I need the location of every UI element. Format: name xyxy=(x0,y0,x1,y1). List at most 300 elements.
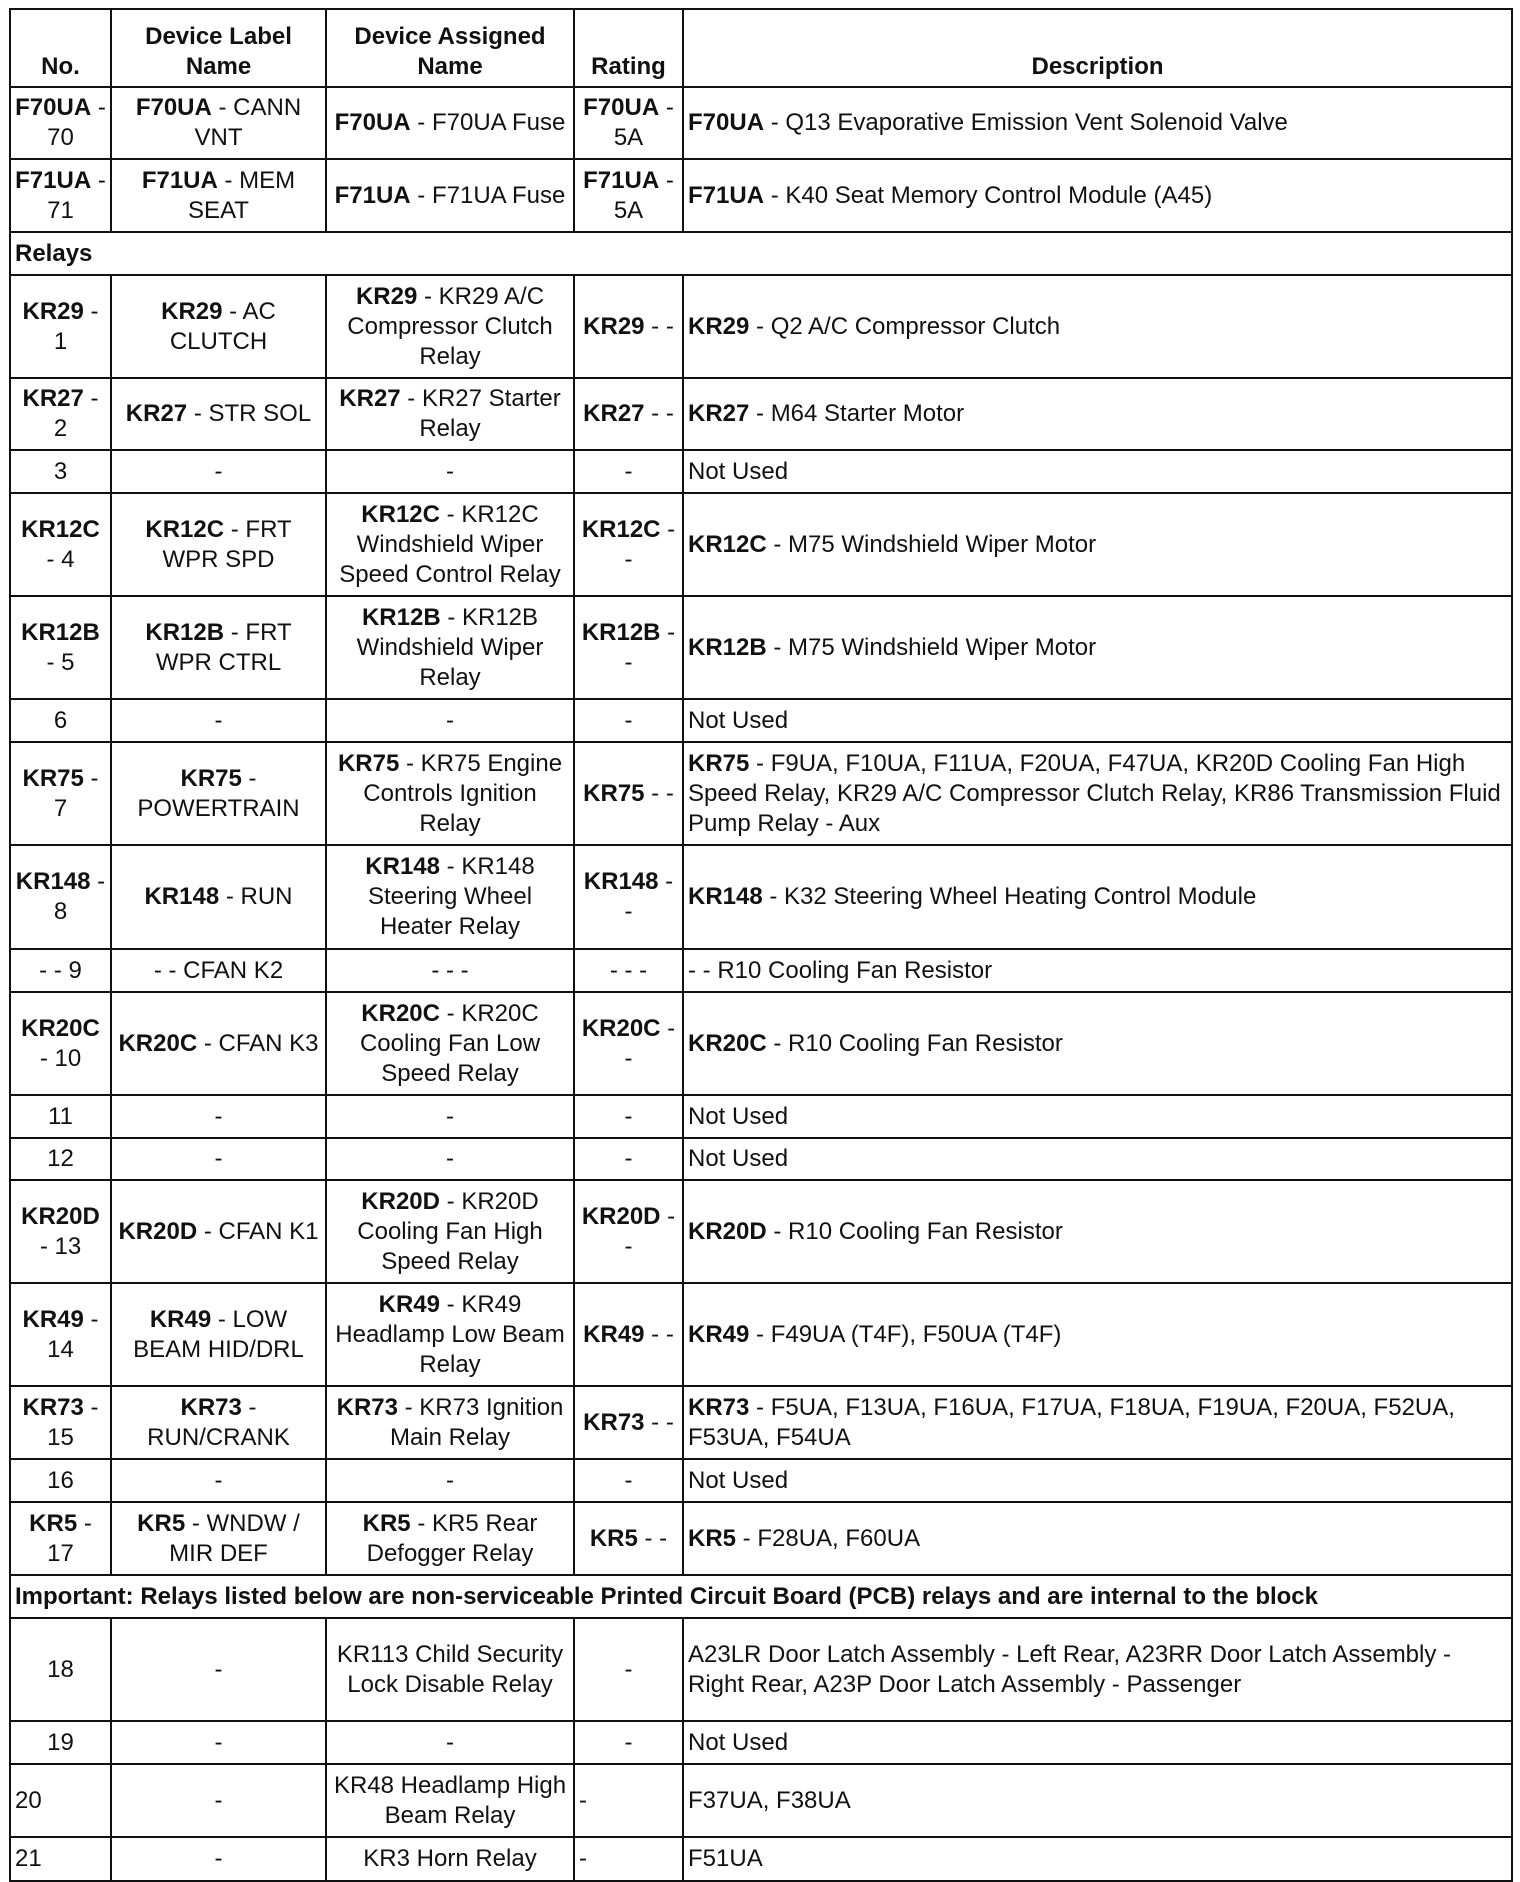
cell-device-assigned-text: - KR20D Cooling Fan High Speed Relay xyxy=(357,1187,543,1275)
cell-device-assigned xyxy=(326,1502,574,1575)
cell-device-assigned xyxy=(326,1180,574,1283)
cell-rating-code: F71UA xyxy=(583,166,660,194)
cell-description xyxy=(683,1386,1512,1459)
cell-rating xyxy=(574,742,683,845)
cell-device-label xyxy=(111,378,326,450)
cell-description xyxy=(683,845,1512,949)
cell-description xyxy=(683,1283,1512,1386)
cell-description xyxy=(683,596,1512,699)
cell-device-assigned-text: - xyxy=(446,1102,454,1130)
cell-description xyxy=(683,1138,1512,1180)
cell-no xyxy=(10,1095,111,1138)
cell-device-label xyxy=(111,275,326,378)
cell-rating xyxy=(574,992,683,1095)
cell-description-code: KR27 xyxy=(688,400,750,427)
cell-device-label-code: KR148 xyxy=(144,883,220,910)
fuse-relay-table xyxy=(9,8,1513,1882)
cell-rating: - xyxy=(574,1721,683,1764)
cell-no-text: - 71 xyxy=(47,166,106,224)
table-body xyxy=(10,87,1512,1881)
cell-rating: - xyxy=(574,1837,683,1881)
cell-no-text: 6 xyxy=(53,706,68,734)
cell-description-text: - K32 Steering Wheel Heating Control Module xyxy=(762,883,1257,910)
cell-device-label: - xyxy=(111,1721,326,1764)
cell-device-assigned xyxy=(326,1283,574,1386)
cell-device-label-text: - xyxy=(214,1102,223,1130)
table-row xyxy=(10,1095,1512,1138)
cell-rating-code: KR5 xyxy=(589,1524,638,1552)
cell-device-label-text: - LOW BEAM HID/DRL xyxy=(133,1305,304,1363)
cell-description: F37UA, F38UA xyxy=(683,1764,1512,1837)
table-row xyxy=(10,992,1512,1095)
cell-no xyxy=(10,1283,111,1386)
cell-device-label-text: - AC CLUTCH xyxy=(169,297,276,355)
cell-no xyxy=(10,1459,111,1502)
cell-description-text: - F28UA, F60UA xyxy=(736,1524,921,1552)
cell-rating-text: - xyxy=(624,706,633,734)
section-important: Important: Relays listed below are non-serviceable Printed Circuit Board (PCB) relays and are internal to the block xyxy=(10,1575,1512,1618)
cell-device-assigned-text: - F70UA Fuse xyxy=(410,109,566,136)
cell-device-label-code: KR29 xyxy=(161,297,223,325)
cell-description xyxy=(683,1459,1512,1502)
cell-device-label xyxy=(111,1502,326,1575)
cell-device-label-text: - xyxy=(214,1145,223,1172)
header-device-assigned-name: Device Assigned Name xyxy=(326,9,574,87)
cell-no: 21 xyxy=(10,1837,111,1881)
cell-device-assigned xyxy=(326,87,574,159)
cell-device-assigned-text: - xyxy=(446,457,454,485)
cell-rating-code: KR148 xyxy=(583,868,659,895)
cell-no-text: - 7 xyxy=(53,764,99,822)
table-row xyxy=(10,493,1512,596)
cell-description-code: KR12B xyxy=(688,633,767,661)
cell-device-label xyxy=(111,992,326,1095)
cell-device-assigned xyxy=(326,992,574,1095)
cell-description-code: KR12C xyxy=(688,530,767,558)
cell-no: 19 xyxy=(10,1721,111,1764)
cell-no-text: - 10 xyxy=(39,1044,82,1072)
cell-rating xyxy=(574,493,683,596)
cell-description xyxy=(683,159,1512,232)
cell-device-label xyxy=(111,742,326,845)
header-description: Description xyxy=(683,9,1512,87)
cell-device-assigned-code: F70UA xyxy=(334,109,411,136)
cell-device-assigned-text: - KR5 Rear Defogger Relay xyxy=(366,1509,538,1567)
cell-device-label xyxy=(111,949,326,992)
cell-device-assigned-code: KR27 xyxy=(339,385,401,412)
cell-device-assigned-code: KR29 xyxy=(355,282,418,310)
cell-device-assigned-text: - xyxy=(446,706,454,734)
table-row xyxy=(10,1764,1512,1837)
cell-device-assigned-code: KR20D xyxy=(361,1187,440,1215)
cell-no-code: KR75 xyxy=(22,764,84,792)
cell-description-code: KR75 xyxy=(688,749,750,777)
cell-rating-code: KR12B xyxy=(581,618,661,646)
cell-device-assigned xyxy=(326,159,574,232)
cell-no-text: - 5 xyxy=(46,648,75,676)
cell-rating-code: KR20D xyxy=(581,1202,661,1230)
cell-rating-text: - - - xyxy=(609,956,648,984)
cell-device-label-text: - CFAN K3 xyxy=(197,1029,319,1057)
cell-device-label xyxy=(111,159,326,232)
cell-device-assigned-code: KR5 xyxy=(362,1509,411,1537)
cell-description xyxy=(683,1502,1512,1575)
cell-device-assigned: KR113 Child Security Lock Disable Relay xyxy=(326,1618,574,1721)
table-row xyxy=(10,1837,1512,1881)
cell-no-text: - 17 xyxy=(47,1509,92,1567)
cell-rating-text: - xyxy=(624,1102,633,1130)
cell-rating xyxy=(574,378,683,450)
cell-rating-code: KR75 xyxy=(583,779,645,807)
cell-no xyxy=(10,1180,111,1283)
cell-device-assigned xyxy=(326,742,574,845)
cell-rating-text: - - xyxy=(624,868,674,925)
cell-rating-text: - 5A xyxy=(613,94,674,151)
cell-description xyxy=(683,493,1512,596)
cell-rating xyxy=(574,1459,683,1502)
cell-device-assigned xyxy=(326,1138,574,1180)
cell-device-assigned xyxy=(326,699,574,742)
table-row xyxy=(10,87,1512,159)
cell-rating-code: KR12C xyxy=(581,515,661,543)
cell-rating-code: KR49 xyxy=(583,1320,645,1348)
cell-no-code: KR20D xyxy=(21,1202,100,1230)
cell-device-label-text: - xyxy=(214,1466,223,1494)
cell-device-label-text: - CANN VNT xyxy=(194,94,302,151)
cell-no-code: F71UA xyxy=(15,166,92,194)
cell-device-label-text: - RUN xyxy=(219,883,293,910)
table-row xyxy=(10,450,1512,493)
cell-description-code: F71UA xyxy=(688,181,765,209)
cell-no-text: - 14 xyxy=(47,1305,99,1363)
table-row xyxy=(10,596,1512,699)
cell-device-label-text: - RUN/CRANK xyxy=(147,1393,290,1451)
cell-description-code: KR148 xyxy=(688,883,763,910)
cell-no xyxy=(10,159,111,232)
cell-device-label-code: KR49 xyxy=(149,1305,212,1333)
cell-description-text: - F5UA, F13UA, F16UA, F17UA, F18UA, F19UA, F20UA, F52UA, F53UA, F54UA xyxy=(688,1393,1455,1451)
table-row xyxy=(10,1721,1512,1764)
cell-device-assigned-code: KR49 xyxy=(378,1290,440,1318)
cell-device-assigned xyxy=(326,450,574,493)
cell-no xyxy=(10,1502,111,1575)
cell-device-assigned-code: F71UA xyxy=(334,181,411,209)
cell-rating-text: - xyxy=(624,1145,633,1172)
cell-description-code: KR73 xyxy=(688,1393,750,1421)
cell-device-label-code: KR27 xyxy=(125,400,188,427)
header-device-label-name: Device Label Name xyxy=(111,9,326,87)
cell-no-text: - 8 xyxy=(53,868,106,925)
cell-description xyxy=(683,87,1512,159)
cell-device-label-code: KR75 xyxy=(180,764,242,792)
cell-device-label-code: F71UA xyxy=(141,166,218,194)
cell-rating-text: - - xyxy=(644,779,674,807)
cell-no-text: 11 xyxy=(48,1102,73,1130)
cell-no xyxy=(10,949,111,992)
table-row xyxy=(10,1502,1512,1575)
cell-device-assigned: KR3 Horn Relay xyxy=(326,1837,574,1881)
cell-description xyxy=(683,742,1512,845)
cell-device-label-text: - POWERTRAIN xyxy=(137,764,300,822)
cell-device-label: - xyxy=(111,1837,326,1881)
cell-rating-text: - - xyxy=(624,618,676,676)
cell-no-text: - 13 xyxy=(39,1232,82,1260)
cell-no xyxy=(10,596,111,699)
cell-rating xyxy=(574,1386,683,1459)
table-row xyxy=(10,845,1512,949)
cell-no-code: KR73 xyxy=(22,1393,84,1421)
cell-no-code: KR148 xyxy=(15,868,91,895)
cell-no-text: 3 xyxy=(53,457,68,485)
cell-device-assigned xyxy=(326,1386,574,1459)
cell-description xyxy=(683,992,1512,1095)
cell-rating-code: F70UA xyxy=(583,94,660,121)
cell-no-code: KR29 xyxy=(22,297,84,325)
cell-description xyxy=(683,378,1512,450)
table-row xyxy=(10,275,1512,378)
cell-device-label-text: - WNDW / MIR DEF xyxy=(169,1509,300,1567)
cell-description-code: KR49 xyxy=(688,1320,750,1348)
cell-device-assigned-text: - xyxy=(446,1466,454,1494)
cell-no: 18 xyxy=(10,1618,111,1721)
cell-device-assigned-text: - KR27 Starter Relay xyxy=(400,385,561,442)
cell-device-label xyxy=(111,699,326,742)
section-relays-row xyxy=(10,232,1512,275)
cell-device-assigned-text: - KR49 Headlamp Low Beam Relay xyxy=(335,1290,565,1378)
cell-rating-text: - - xyxy=(644,1408,674,1436)
cell-rating-text: - xyxy=(624,1466,633,1494)
cell-rating xyxy=(574,450,683,493)
cell-device-assigned: KR48 Headlamp High Beam Relay xyxy=(326,1764,574,1837)
cell-description-text: - Q2 A/C Compressor Clutch xyxy=(749,312,1061,340)
cell-device-assigned: - xyxy=(326,1721,574,1764)
cell-device-label xyxy=(111,1386,326,1459)
cell-rating xyxy=(574,275,683,378)
cell-device-assigned-text: - KR29 A/C Compressor Clutch Relay xyxy=(347,282,553,370)
cell-rating-text: - - xyxy=(637,1524,668,1552)
cell-rating-code: KR73 xyxy=(583,1408,645,1436)
cell-rating xyxy=(574,1095,683,1138)
header-rating: Rating xyxy=(574,9,683,87)
cell-device-assigned-text: - KR73 Ignition Main Relay xyxy=(389,1393,564,1451)
cell-device-label xyxy=(111,1180,326,1283)
table-row xyxy=(10,1618,1512,1721)
cell-device-assigned-text: - KR20C Cooling Fan Low Speed Relay xyxy=(359,999,541,1087)
cell-rating-text: - - xyxy=(644,1320,674,1348)
cell-device-label xyxy=(111,1095,326,1138)
cell-rating-text: - - xyxy=(624,1202,676,1260)
cell-rating-text: - 5A xyxy=(613,166,674,224)
cell-device-assigned-text: - KR75 Engine Controls Ignition Relay xyxy=(363,749,563,837)
cell-no-code: KR5 xyxy=(29,1509,78,1537)
cell-device-label-text: - CFAN K1 xyxy=(197,1217,319,1245)
cell-device-assigned-code: KR12C xyxy=(361,500,440,528)
cell-device-label-text: - xyxy=(214,706,223,734)
cell-device-label: - xyxy=(111,1764,326,1837)
cell-description xyxy=(683,1095,1512,1138)
cell-description xyxy=(683,450,1512,493)
section-important-row xyxy=(10,1575,1512,1618)
cell-description-text: - M75 Windshield Wiper Motor xyxy=(766,633,1097,661)
cell-no-text: - 4 xyxy=(46,545,75,573)
cell-device-label xyxy=(111,493,326,596)
cell-device-assigned-code: KR12B xyxy=(361,603,441,631)
cell-no-code: KR27 xyxy=(22,385,84,412)
cell-no xyxy=(10,87,111,159)
cell-device-label-code: KR20C xyxy=(118,1029,198,1057)
cell-description-text: - Q13 Evaporative Emission Vent Solenoid Valve xyxy=(764,109,1288,136)
cell-device-label-code: KR12B xyxy=(145,618,225,646)
table-row xyxy=(10,1283,1512,1386)
cell-device-assigned-text: - KR12C Windshield Wiper Speed Control Relay xyxy=(339,500,561,588)
cell-device-label-code: KR5 xyxy=(137,1509,186,1537)
cell-rating-text: - xyxy=(624,457,633,485)
cell-device-assigned xyxy=(326,949,574,992)
cell-device-assigned xyxy=(326,1095,574,1138)
cell-description-code: KR29 xyxy=(688,312,750,340)
cell-no xyxy=(10,1386,111,1459)
cell-rating: - xyxy=(574,1618,683,1721)
cell-device-assigned-code: KR148 xyxy=(365,853,440,880)
cell-no-text: - 15 xyxy=(47,1393,99,1451)
cell-no xyxy=(10,992,111,1095)
cell-rating-code: KR27 xyxy=(583,400,645,427)
cell-device-assigned xyxy=(326,1459,574,1502)
cell-rating xyxy=(574,87,683,159)
cell-rating xyxy=(574,1180,683,1283)
cell-no-text: - 1 xyxy=(53,297,99,355)
cell-rating xyxy=(574,596,683,699)
cell-description-text: - F9UA, F10UA, F11UA, F20UA, F47UA, KR20D Cooling Fan High Speed Relay, KR29 A/C Compressor Clutch Relay, KR86 Transmission Fluid Pump Relay - Aux xyxy=(688,749,1501,837)
cell-device-assigned xyxy=(326,845,574,949)
cell-device-label-code: F70UA xyxy=(135,94,212,121)
cell-device-assigned-text: - F71UA Fuse xyxy=(410,181,566,209)
cell-rating-code: KR20C xyxy=(581,1014,661,1042)
cell-no-code: KR12C xyxy=(21,515,100,543)
cell-rating xyxy=(574,1138,683,1180)
cell-device-label xyxy=(111,1138,326,1180)
cell-device-label xyxy=(111,1459,326,1502)
cell-device-assigned-text: - KR148 Steering Wheel Heater Relay xyxy=(367,853,535,940)
table-row xyxy=(10,949,1512,992)
cell-description xyxy=(683,949,1512,992)
cell-no-code: KR49 xyxy=(22,1305,84,1333)
cell-rating-text: - - xyxy=(644,400,674,427)
cell-description-text: Not Used xyxy=(688,457,789,485)
cell-description-code: KR20D xyxy=(688,1217,767,1245)
cell-description-text: - M64 Starter Motor xyxy=(749,400,965,427)
cell-no xyxy=(10,493,111,596)
cell-device-label xyxy=(111,450,326,493)
cell-no-code: KR12B xyxy=(21,618,100,646)
cell-device-assigned-code: KR20C xyxy=(361,999,440,1027)
cell-device-label-text: - FRT WPR CTRL xyxy=(155,618,292,676)
cell-device-assigned-code: KR75 xyxy=(337,749,400,777)
table-row xyxy=(10,1180,1512,1283)
cell-no xyxy=(10,1138,111,1180)
cell-device-label: - xyxy=(111,1618,326,1721)
cell-device-label-code: KR20D xyxy=(118,1217,198,1245)
cell-rating: - xyxy=(574,1764,683,1837)
cell-device-label-text: - - CFAN K2 xyxy=(153,956,284,984)
cell-device-assigned xyxy=(326,493,574,596)
cell-no-text: - 2 xyxy=(53,385,99,442)
cell-device-assigned xyxy=(326,596,574,699)
cell-no xyxy=(10,275,111,378)
cell-no xyxy=(10,742,111,845)
cell-device-assigned-code: KR73 xyxy=(336,1393,398,1421)
cell-rating xyxy=(574,1502,683,1575)
cell-description-code: KR20C xyxy=(688,1029,767,1057)
cell-description-text: - R10 Cooling Fan Resistor xyxy=(766,1029,1063,1057)
cell-description-text: Not Used xyxy=(688,1102,789,1130)
cell-device-assigned-text: - KR12B Windshield Wiper Relay xyxy=(356,603,544,691)
cell-no-text: - 70 xyxy=(47,94,106,151)
cell-rating-code: KR29 xyxy=(583,312,645,340)
cell-description-text: - K40 Seat Memory Control Module (A45) xyxy=(764,181,1213,209)
cell-description-text: Not Used xyxy=(688,1466,789,1494)
cell-description-text: - - R10 Cooling Fan Resistor xyxy=(688,956,993,984)
cell-rating-text: - - xyxy=(624,515,676,573)
cell-description-text: - F49UA (T4F), F50UA (T4F) xyxy=(749,1320,1062,1348)
cell-description-text: - R10 Cooling Fan Resistor xyxy=(766,1217,1063,1245)
cell-device-assigned-text: - xyxy=(446,1145,454,1172)
cell-device-label xyxy=(111,845,326,949)
table-row xyxy=(10,1138,1512,1180)
cell-rating xyxy=(574,845,683,949)
cell-device-label xyxy=(111,596,326,699)
cell-no-code: KR20C xyxy=(21,1014,100,1042)
cell-rating xyxy=(574,159,683,232)
cell-description-text: Not Used xyxy=(688,1145,789,1172)
table-row xyxy=(10,159,1512,232)
cell-device-label xyxy=(111,1283,326,1386)
cell-no xyxy=(10,450,111,493)
cell-device-assigned xyxy=(326,275,574,378)
cell-description: Not Used xyxy=(683,1721,1512,1764)
cell-device-label-text: - MEM SEAT xyxy=(188,166,296,224)
cell-device-label-code: KR73 xyxy=(180,1393,242,1421)
cell-device-label-code: KR12C xyxy=(145,515,225,543)
cell-description xyxy=(683,699,1512,742)
cell-no-text: 16 xyxy=(47,1466,74,1494)
table-row xyxy=(10,699,1512,742)
cell-rating-text: - - xyxy=(644,312,674,340)
cell-rating xyxy=(574,699,683,742)
cell-no-code: F70UA xyxy=(15,94,92,121)
cell-no xyxy=(10,845,111,949)
cell-description: F51UA xyxy=(683,1837,1512,1881)
table-row xyxy=(10,378,1512,450)
cell-description-text: Not Used xyxy=(688,706,789,734)
cell-no xyxy=(10,378,111,450)
cell-device-label-text: - STR SOL xyxy=(187,400,312,427)
table-row xyxy=(10,1386,1512,1459)
cell-description xyxy=(683,275,1512,378)
cell-description: A23LR Door Latch Assembly - Left Rear, A23RR Door Latch Assembly - Right Rear, A23P Door Latch Assembly - Passenger xyxy=(683,1618,1512,1721)
cell-no: 20 xyxy=(10,1764,111,1837)
cell-rating xyxy=(574,949,683,992)
cell-description-code: F70UA xyxy=(688,109,765,136)
cell-device-assigned xyxy=(326,378,574,450)
cell-description xyxy=(683,1180,1512,1283)
cell-device-label xyxy=(111,87,326,159)
cell-rating xyxy=(574,1283,683,1386)
section-relays: Relays xyxy=(10,232,1512,275)
cell-no-text: - - 9 xyxy=(39,956,82,984)
cell-no-text: 12 xyxy=(47,1145,74,1172)
cell-rating-text: - - xyxy=(624,1014,676,1072)
